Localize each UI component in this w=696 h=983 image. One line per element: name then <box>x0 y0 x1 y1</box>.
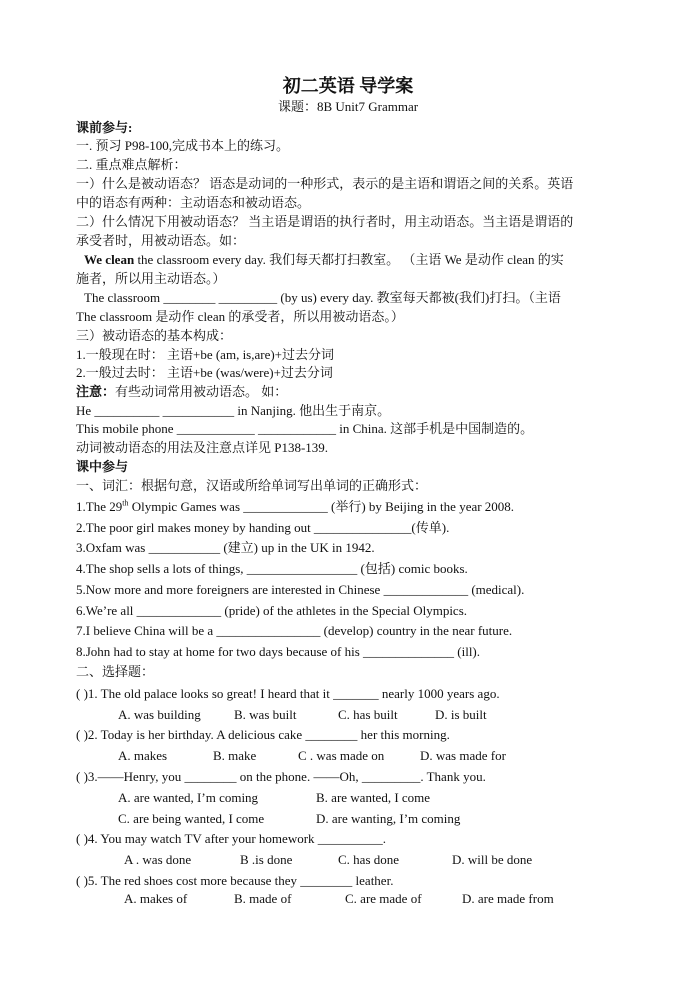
question-4: ( )4. You may watch TV after your homework __________. <box>76 831 387 846</box>
passive-definition-line-1: 一）什么是被动语态？ 语态是动词的一种形式，表示的是主语和谓语之间的关系。英语 <box>76 176 574 191</box>
note-text: 有些动词常用被动语态。 如： <box>115 384 288 399</box>
vocab-item-1-end: Olympic Games was _____________ (举行) by Beijing in the year 2008. <box>128 499 515 514</box>
option-b: B. made of <box>234 891 292 906</box>
passive-example-note: The classroom 是动作 clean 的承受者，所以用被动语态。） <box>76 309 404 324</box>
question-3: ( )3.——Henry, you ________ on the phone. ——Oh, _________. Thank you. <box>76 769 486 784</box>
active-example-note: 施者，所以用主动语态。） <box>76 271 226 286</box>
vocab-item-1 <box>76 498 514 515</box>
option-b: B .is done <box>240 852 293 867</box>
vocab-item-1-sup: th <box>122 498 129 508</box>
reference-note: 动词被动语态的用法及注意点详见 P138-139. <box>76 440 329 455</box>
note-line <box>76 383 287 400</box>
passive-definition-line-2: 中的语态有两种：主动语态和被动语态。 <box>76 195 311 210</box>
when-passive-line-2: 承受者时，用被动语态。如： <box>76 233 246 248</box>
option-c: C. has built <box>338 707 398 722</box>
option-a: A . was done <box>124 852 192 867</box>
page-title: 初二英语 导学案 <box>282 76 414 96</box>
option-c: C. has done <box>338 852 400 867</box>
question-2: ( )2. Today is her birthday. A delicious cake ________ her this morning. <box>76 727 450 742</box>
key-points-heading: 二. 重点难点解析： <box>76 157 187 172</box>
active-example-subject: We clean <box>84 252 135 267</box>
vocab-item-3: 3.Oxfam was ___________ (建立) up in the UK in 1942. <box>76 540 375 555</box>
vocab-heading: 一、词汇：根据句意，汉语或所给单词写出单词的正确形式： <box>76 478 428 493</box>
when-passive-line-1: 二）什么情况下用被动语态？ 当主语是谓语的执行者时，用主动语态。当主语是谓语的 <box>76 214 574 229</box>
option-d: D. was made for <box>420 748 506 763</box>
active-example-rest: the classroom every day. 我们每天都打扫教室。 （主语 We 是动作 clean 的实 <box>134 252 564 267</box>
note-label: 注意： <box>76 384 116 399</box>
option-c: C. are being wanted, I come <box>118 811 265 826</box>
vocab-item-1-start: 1.The 29 <box>76 499 123 514</box>
option-c: C . was made on <box>298 748 385 763</box>
choice-heading: 二、选择题： <box>76 664 155 679</box>
option-b: B. are wanted, I come <box>316 790 431 805</box>
option-b: B. was built <box>234 707 297 722</box>
born-example: He __________ ___________ in Nanjing. 他出生于南京。 <box>76 403 391 418</box>
option-d: D. are wanting, I’m coming <box>316 811 461 826</box>
option-a: A. makes of <box>124 891 188 906</box>
made-example: This mobile phone ____________ ____________ in China. 这部手机是中国制造的。 <box>76 421 534 436</box>
option-c: C. are made of <box>345 891 422 906</box>
present-structure: 1.一般现在时： 主语+be (am, is,are)+过去分词 <box>76 347 335 362</box>
past-structure: 2.一般过去时： 主语+be (was/were)+过去分词 <box>76 365 333 380</box>
vocab-item-8: 8.John had to stay at home for two days because of his ______________ (ill). <box>76 644 481 659</box>
option-d: D. will be done <box>452 852 533 867</box>
vocab-item-4: 4.The shop sells a lots of things, _________________ (包括) comic books. <box>76 561 468 576</box>
question-5: ( )5. The red shoes cost more because they ________ leather. <box>76 873 394 888</box>
vocab-item-6: 6.We’re all _____________ (pride) of the athletes in the Special Olympics. <box>76 603 468 618</box>
pre-class-heading: 课前参与: <box>76 120 133 135</box>
option-d: D. are made from <box>462 891 554 906</box>
option-d: D. is built <box>435 707 487 722</box>
preview-instruction: 一. 预习 P98-100,完成书本上的练习。 <box>76 138 290 153</box>
option-a: A. makes <box>118 748 168 763</box>
active-example <box>84 251 564 268</box>
vocab-item-5: 5.Now more and more foreigners are interested in Chinese _____________ (medical). <box>76 582 525 597</box>
question-1: ( )1. The old palace looks so great! I heard that it _______ nearly 1000 years ago. <box>76 686 500 701</box>
page-subtitle: 课题：8B Unit7 Grammar <box>277 99 419 114</box>
option-a: A. was building <box>118 707 201 722</box>
option-a: A. are wanted, I’m coming <box>118 790 259 805</box>
vocab-item-2: 2.The poor girl makes money by handing out _______________(传单). <box>76 520 450 535</box>
passive-example: The classroom ________ _________ (by us) every day. 教室每天都被(我们)打扫。（主语 <box>84 290 561 305</box>
vocab-item-7: 7.I believe China will be a ________________ (develop) country in the near future. <box>76 623 513 638</box>
structure-heading: 三）被动语态的基本构成： <box>76 328 233 343</box>
in-class-heading: 课中参与 <box>76 459 129 474</box>
option-b: B. make <box>213 748 257 763</box>
